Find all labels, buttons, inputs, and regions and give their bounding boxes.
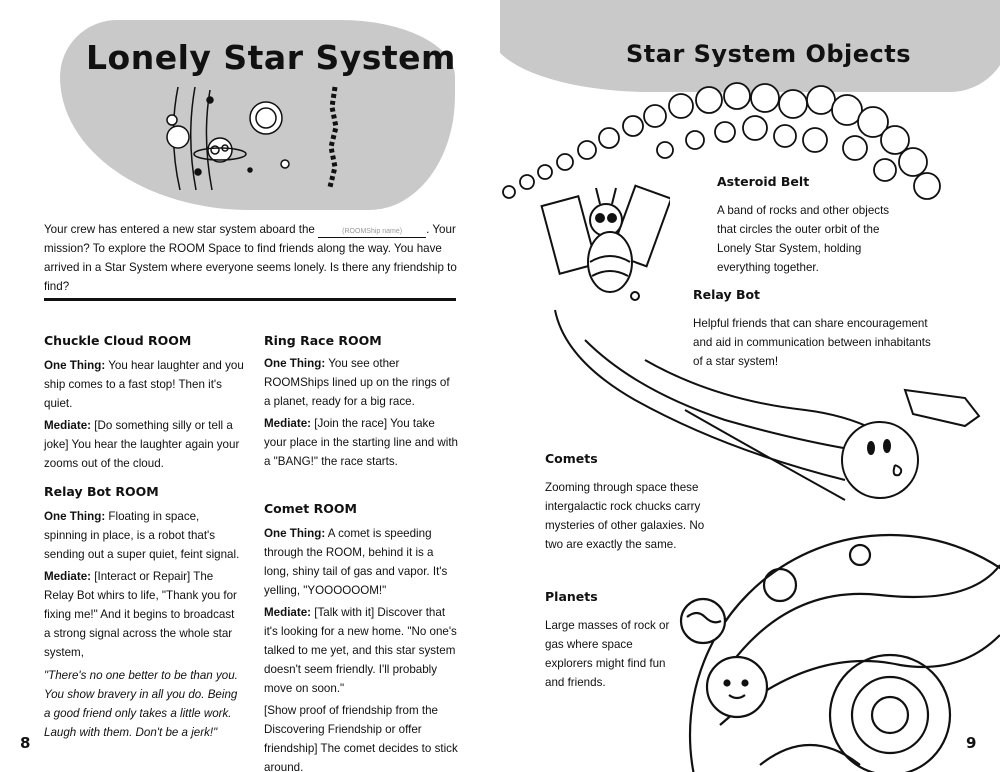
mediate-label: Mediate: bbox=[264, 606, 312, 619]
one-thing-label: One Thing: bbox=[264, 527, 326, 540]
object-text-relay-bot: Helpful friends that can share encouragement and aid in communication between inhabitants of a star system! bbox=[693, 317, 931, 368]
mediate-label: Mediate: bbox=[264, 417, 312, 430]
mediate-text: [Join the race] You take your place in the starting line and with a "BANG!" the race starts. bbox=[264, 417, 458, 468]
page-title: Lonely Star System bbox=[86, 38, 456, 77]
section-chuckle-cloud bbox=[44, 356, 244, 476]
small-planets-illustration bbox=[675, 595, 775, 745]
section-relay-bot bbox=[44, 507, 244, 745]
solar-system-illustration bbox=[150, 82, 350, 192]
one-thing-label: One Thing: bbox=[44, 510, 106, 523]
section-comet bbox=[264, 524, 459, 772]
page-title-right: Star System Objects bbox=[626, 40, 912, 68]
object-text-planets: Large masses of rock or gas where space explorers might find fun and friends. bbox=[545, 619, 670, 689]
right-page bbox=[500, 0, 1000, 772]
page-number-right: 9 bbox=[966, 734, 977, 752]
object-heading-asteroid-belt: Asteroid Belt bbox=[717, 174, 810, 189]
section-ring-race bbox=[264, 354, 459, 474]
page-number-left: 8 bbox=[20, 734, 31, 752]
mediate-label: Mediate: bbox=[44, 419, 92, 432]
one-thing-text: You see other ROOMShips lined up on the rings of a planet, ready for a big race. bbox=[264, 357, 450, 408]
intro-period: . bbox=[426, 223, 430, 236]
mediate-text: [Interact or Repair] The Relay Bot whirs to life, "Thank you for fixing me!" And it begins to broadcast a strong signal across the whole star system, bbox=[44, 570, 237, 659]
object-heading-planets: Planets bbox=[545, 589, 598, 604]
mediate-text: [Do something silly or tell a joke] You hear the laughter again your zooms out of the cloud. bbox=[44, 419, 240, 470]
one-thing-text: A comet is speeding through the ROOM, behind it is a long, shiny tail of gas and vapor. It's yelling, "YOOOOOOM!" bbox=[264, 527, 448, 597]
object-heading-comets: Comets bbox=[545, 451, 598, 466]
relay-bot-illustration bbox=[540, 180, 670, 310]
object-text-asteroid-belt: A band of rocks and other objects that circles the outer orbit of the Lonely Star System, holding everything together. bbox=[717, 204, 890, 274]
section-heading-chuckle-cloud: Chuckle Cloud ROOM bbox=[44, 333, 192, 348]
section-heading-comet: Comet ROOM bbox=[264, 501, 357, 516]
shipname-blank[interactable]: (ROOMShip name) bbox=[318, 227, 426, 238]
relay-bot-quote: "There's no one better to be than you. You show bravery in all you do. Being a good friend only takes a little work. Laugh with them. Don't be a jerk!" bbox=[44, 669, 238, 739]
divider bbox=[44, 298, 456, 301]
one-thing-label: One Thing: bbox=[44, 359, 106, 372]
comet-extra-text: [Show proof of friendship from the Discovering Friendship or offer friendship] The comet decides to stick around. bbox=[264, 704, 458, 772]
object-heading-relay-bot: Relay Bot bbox=[693, 287, 761, 302]
intro-rest: Your mission? To explore the ROOM Space to find friends along the way. You have arrived in a Star System where everyone seems lonely. Is there any friendship to find? bbox=[44, 223, 457, 293]
one-thing-text: You hear laughter and you ship comes to a fast stop! Then it's quiet. bbox=[44, 359, 244, 410]
one-thing-text: Floating in space, spinning in place, is a robot that's sending out a super quiet, feint signal. bbox=[44, 510, 240, 561]
mediate-label: Mediate: bbox=[44, 570, 92, 583]
section-heading-ring-race: Ring Race ROOM bbox=[264, 333, 382, 348]
mediate-text: [Talk with it] Discover that it's looking for a new home. "No one's talked to me yet, and this star system doesn't seem friendly. I'll probably move on soon." bbox=[264, 606, 457, 695]
intro-text bbox=[44, 220, 459, 296]
section-heading-relay-bot: Relay Bot ROOM bbox=[44, 484, 159, 499]
one-thing-label: One Thing: bbox=[264, 357, 326, 370]
object-text-comets: Zooming through space these intergalactic rock chucks carry mysteries of other galaxies. No two are exactly the same. bbox=[545, 481, 705, 551]
intro-line1: Your crew has entered a new star system aboard the bbox=[44, 223, 315, 236]
